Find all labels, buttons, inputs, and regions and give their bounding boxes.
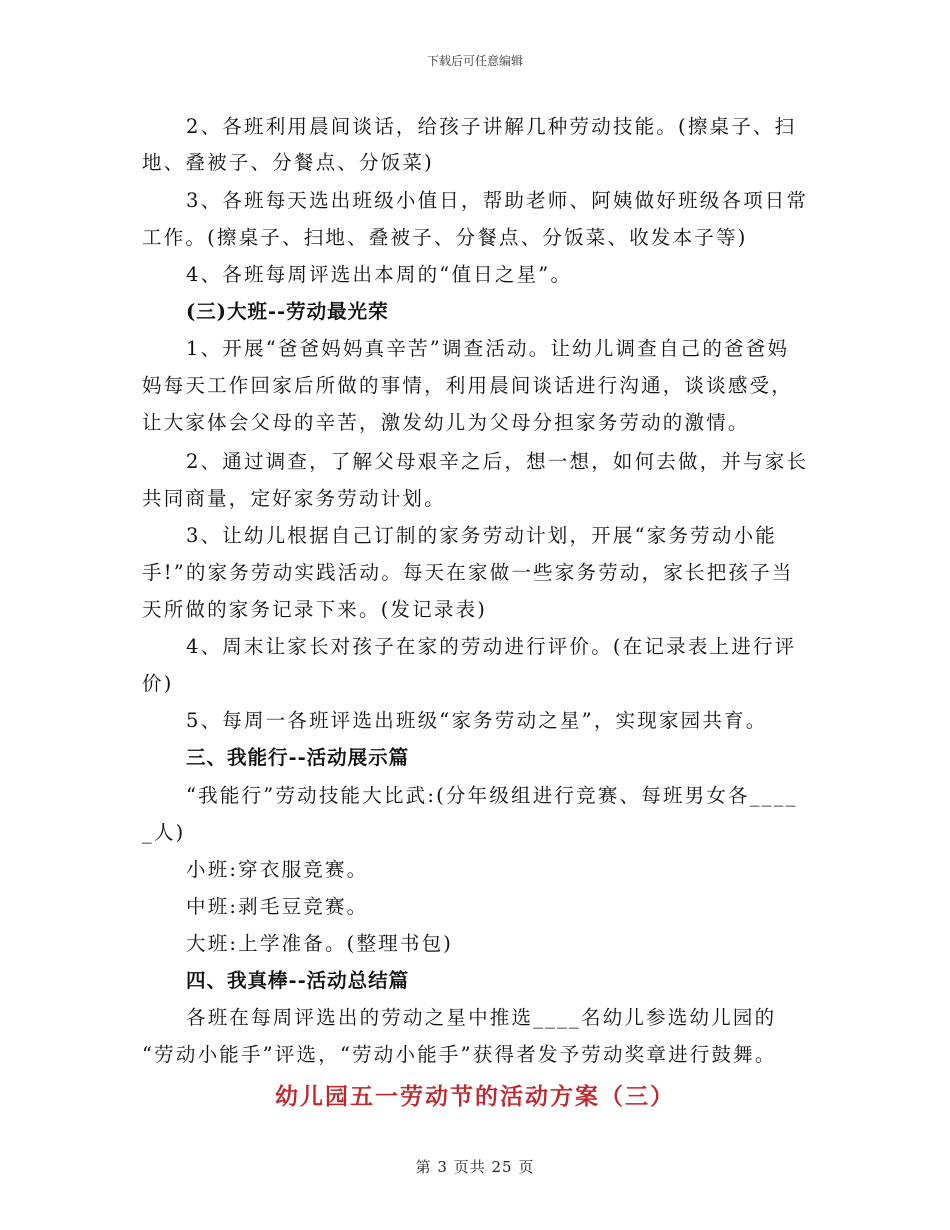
paragraph-line: 手!”的家务劳动实践活动。每天在家做一些家务劳动，家长把孩子当	[142, 561, 794, 584]
page-header: 下载后可任意编辑	[426, 54, 523, 68]
paragraph-line: 3、让幼儿根据自己订制的家务劳动计划，开展“家务劳动小能	[186, 524, 777, 547]
paragraph-line: 价)	[142, 672, 174, 695]
section-heading: (三)大班--劳动最光荣	[186, 300, 389, 323]
paragraph-line: 让大家体会父母的辛苦，激发幼儿为父母分担家务劳动的激情。	[142, 411, 750, 434]
paragraph-line: 2、各班利用晨间谈话，给孩子讲解几种劳动技能。(擦桌子、扫	[186, 115, 797, 138]
paragraph-line: 工作。(擦桌子、扫地、叠被子、分餐点、分饭菜、收发本子等)	[142, 226, 748, 249]
paragraph-line: 大班:上学准备。(整理书包)	[186, 932, 454, 955]
paragraph-line: 中班:剥毛豆竞赛。	[186, 895, 369, 918]
section-heading: 三、我能行--活动展示篇	[186, 746, 410, 769]
document-title: 幼儿园五一劳动节的活动方案（三）	[275, 1083, 675, 1110]
paragraph-line: 5、每周一各班评选出班级“家务劳动之星”，实现家园共育。	[186, 709, 768, 732]
paragraph-line: 4、各班每周评选出本周的“值日之星”。	[186, 263, 573, 286]
paragraph-line: 各班在每周评选出的劳动之星中推选____名幼儿参选幼儿园的	[186, 1006, 777, 1029]
paragraph-line: 3、各班每天选出班级小值日，帮助老师、阿姨做好班级各项日常	[186, 189, 809, 212]
paragraph-line: 天所做的家务记录下来。(发记录表)	[142, 598, 488, 621]
paragraph-line: 4、周末让家长对孩子在家的劳动进行评价。(在记录表上进行评	[186, 635, 797, 658]
paragraph-line: 共同商量，定好家务劳动计划。	[142, 487, 446, 510]
paragraph-line: “劳动小能手”评选，“劳动小能手”获得者发予劳动奖章进行鼓舞。	[142, 1043, 777, 1066]
paragraph-line: “我能行”劳动技能大比武:(分年级组进行竞赛、每班男女各____	[186, 784, 798, 807]
paragraph-line: 地、叠被子、分餐点、分饭菜)	[142, 151, 434, 174]
page-footer: 第 3 页共 25 页	[415, 1158, 535, 1176]
paragraph-line: 1、开展“爸爸妈妈真辛苦”调查活动。让幼儿调查自己的爸爸妈	[186, 337, 790, 360]
paragraph-line: 妈每天工作回家后所做的事情，利用晨间谈话进行沟通，谈谈感受，	[142, 374, 794, 397]
section-heading: 四、我真棒--活动总结篇	[186, 969, 410, 992]
paragraph-line: _人)	[142, 821, 186, 844]
paragraph-line: 2、通过调查，了解父母艰辛之后，想一想，如何去做，并与家长	[186, 450, 809, 473]
paragraph-line: 小班:穿衣服竞赛。	[186, 858, 369, 881]
